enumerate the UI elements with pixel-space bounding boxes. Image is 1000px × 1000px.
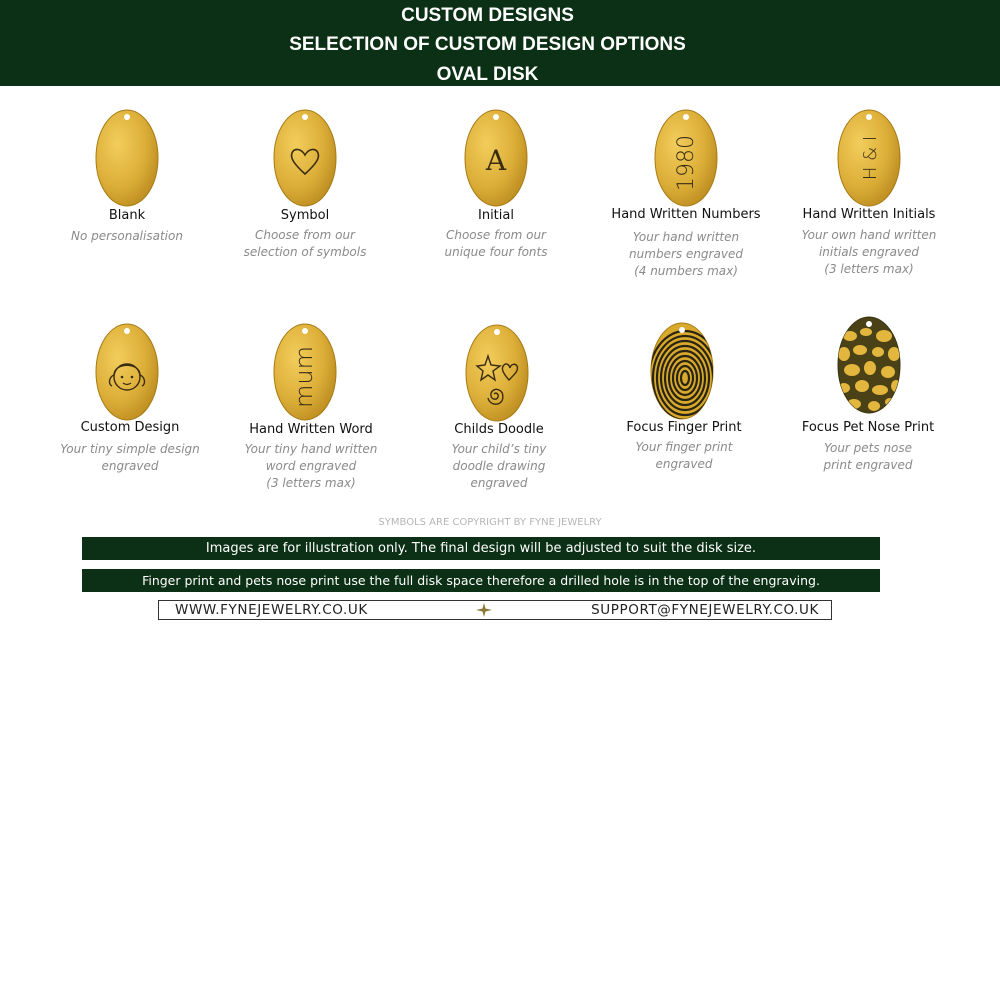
option-description [604, 439, 764, 473]
desc-line: Choose from our [445, 228, 546, 242]
desc-line: Your child’s tiny [451, 442, 547, 456]
desc-line: engraved [101, 459, 159, 473]
nose-print-disk-icon [836, 314, 902, 416]
option-title: Focus Finger Print [626, 420, 742, 435]
option-hand-written-word[interactable] [211, 322, 411, 497]
option-description [606, 229, 766, 280]
desc-line: Your tiny hand written [244, 442, 378, 456]
desc-line: (3 letters max) [824, 262, 914, 276]
option-title: Focus Pet Nose Print [801, 420, 935, 435]
copyright-note: SYMBOLS ARE COPYRIGHT BY FYNE JEWELRY [378, 517, 602, 528]
desc-line: numbers engraved [629, 247, 743, 261]
desc-line: Your pets nose [823, 441, 913, 455]
word-engraving: mum [290, 346, 318, 408]
desc-line: Your own hand written [801, 228, 937, 242]
desc-line: Your tiny simple design [60, 442, 200, 456]
header-product: OVAL DISK [436, 64, 539, 85]
header-subtitle: SELECTION OF CUSTOM DESIGN OPTIONS [289, 34, 686, 55]
sparkle-icon [476, 603, 492, 617]
desc-line: engraved [655, 457, 713, 471]
desc-line: engraved [470, 476, 528, 490]
email-link[interactable]: SUPPORT@FYNEJEWELRY.CO.UK [591, 602, 819, 618]
desc-line: print engraved [823, 458, 913, 472]
option-hand-written-numbers[interactable] [586, 108, 786, 283]
desc-line: No personalisation [71, 229, 183, 243]
desc-line: Your finger print [635, 440, 733, 454]
doodle-disk-icon [464, 322, 530, 424]
option-childs-doodle[interactable] [399, 322, 599, 497]
numbers-engraving: 1980 [674, 135, 699, 191]
heart-symbol-disk-icon [272, 108, 338, 208]
option-description [231, 441, 391, 492]
option-title: Hand Written Numbers [611, 207, 761, 222]
option-description [789, 227, 949, 278]
desc-line: selection of symbols [243, 245, 367, 259]
option-hand-written-initials[interactable] [769, 108, 969, 283]
desc-line: unique four fonts [444, 245, 548, 259]
numbers-disk-icon [653, 108, 719, 208]
option-description [50, 441, 210, 475]
print-notice: Finger print and pets nose print use the full disk space therefore a drilled hole is in the top of the engraving. [82, 569, 880, 592]
option-blank[interactable] [27, 108, 227, 258]
option-description [788, 440, 948, 474]
option-focus-pet-nose-print[interactable] [768, 314, 968, 484]
option-description [416, 227, 576, 261]
desc-line: initials engraved [818, 245, 920, 259]
desc-line: doodle drawing [452, 459, 546, 473]
option-title: Hand Written Word [249, 422, 373, 437]
fingerprint-disk-icon [649, 320, 715, 422]
option-title: Symbol [280, 208, 330, 223]
option-description [225, 227, 385, 261]
desc-line: (4 numbers max) [634, 264, 738, 278]
option-description [47, 228, 207, 245]
option-symbol[interactable] [205, 108, 405, 268]
initials-disk-icon [836, 108, 902, 208]
word-disk-icon [272, 322, 338, 422]
blank-disk-icon [94, 108, 160, 208]
desc-line: (3 letters max) [266, 476, 356, 490]
desc-line: Your hand written [632, 230, 740, 244]
option-title: Custom Design [80, 420, 180, 435]
header-title: CUSTOM DESIGNS [401, 5, 574, 26]
option-title: Hand Written Initials [802, 207, 936, 222]
desc-line: word engraved [265, 459, 357, 473]
option-title: Blank [108, 208, 146, 223]
option-description [419, 441, 579, 492]
contact-footer [158, 600, 832, 620]
option-title: Initial [478, 208, 514, 223]
initial-engraving: A [485, 144, 507, 177]
option-custom-design[interactable] [30, 322, 230, 482]
option-focus-finger-print[interactable] [584, 320, 784, 480]
illustration-notice: Images are for illustration only. The final design will be adjusted to suit the disk size. [82, 537, 880, 560]
website-link[interactable]: WWW.FYNEJEWELRY.CO.UK [175, 602, 368, 618]
desc-line: Choose from our [254, 228, 355, 242]
initial-disk-icon [463, 108, 529, 208]
option-title: Childs Doodle [454, 422, 544, 437]
girl-face-disk-icon [94, 322, 160, 422]
option-initial[interactable] [396, 108, 596, 268]
page-header [0, 0, 1000, 86]
initials-engraving: H & I [860, 135, 881, 181]
